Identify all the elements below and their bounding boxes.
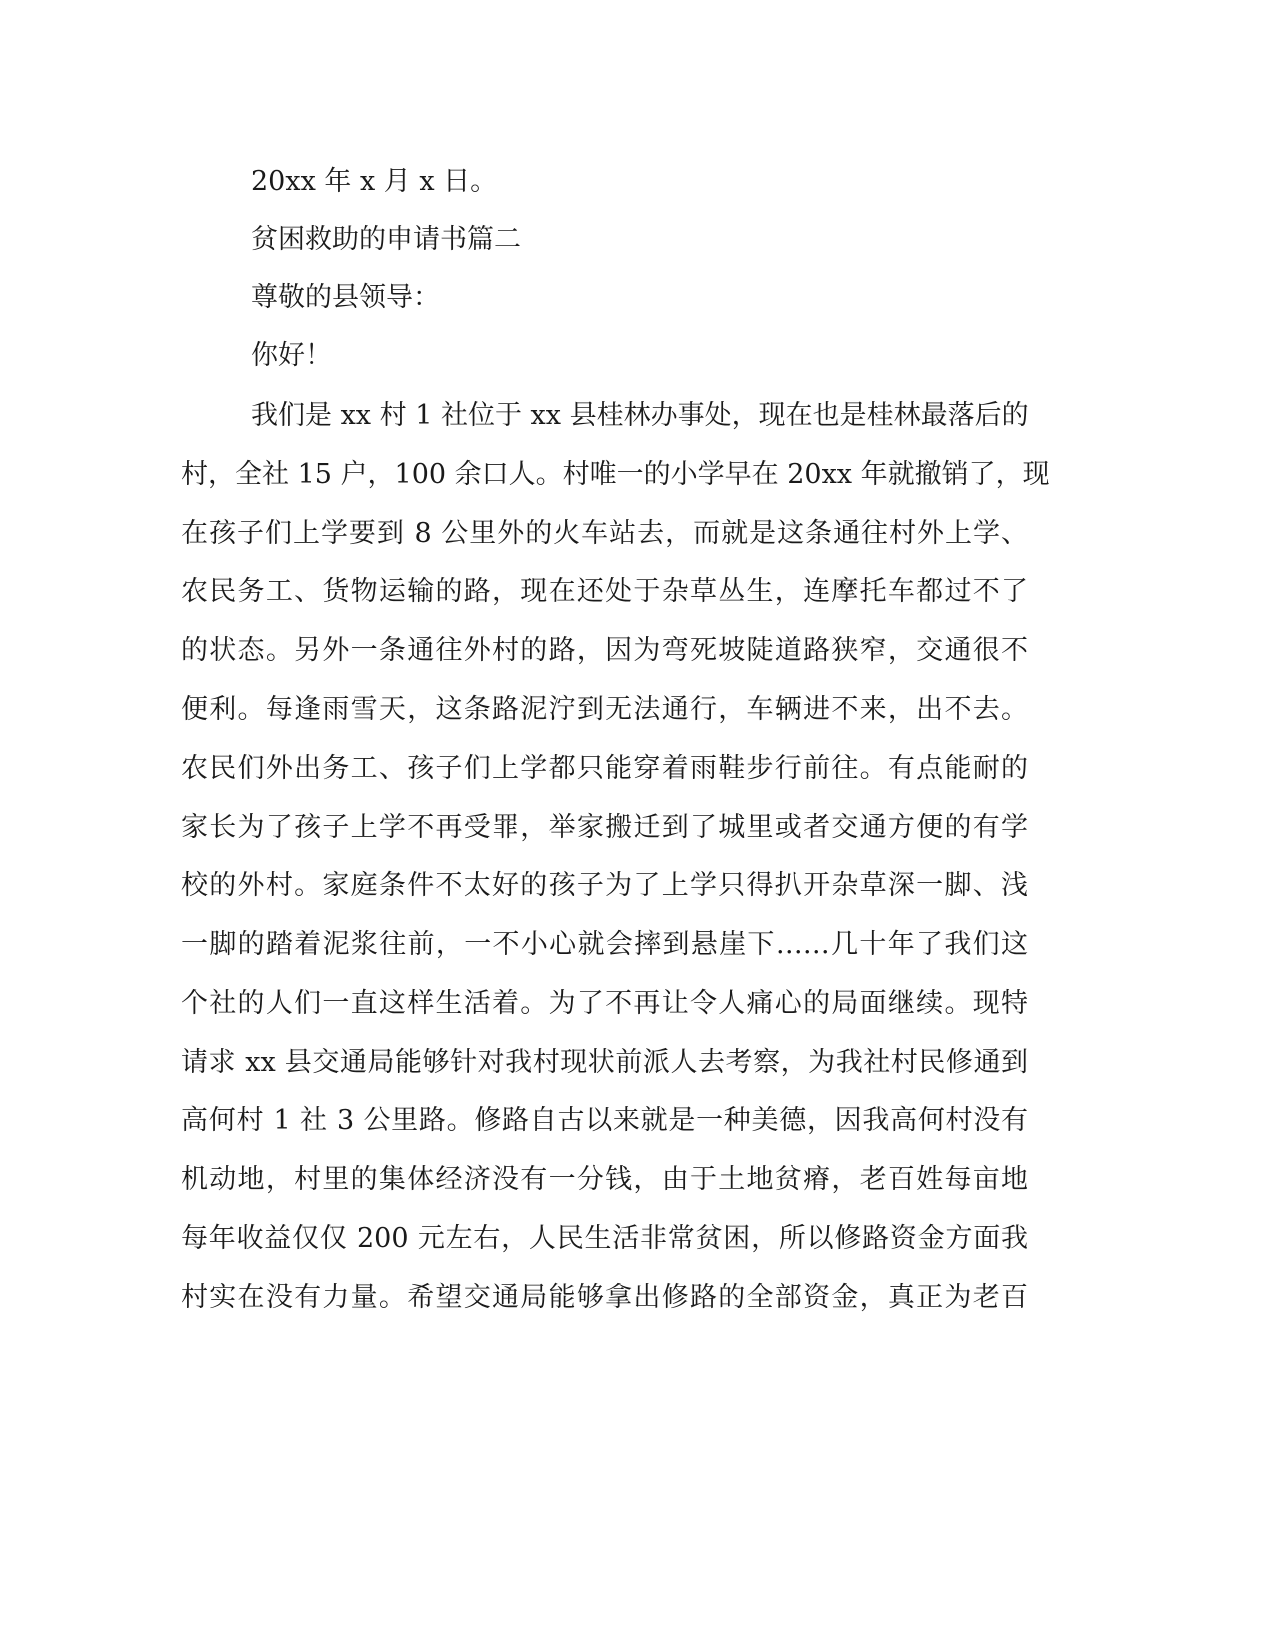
- body-line: 我们是 xx 村 1 社位于 xx 县桂林办事处，现在也是桂林最落后的: [251, 400, 1029, 431]
- body-line: 村，全社 15 户，100 余口人。村唯一的小学早在 20xx 年就撤销了，现: [181, 459, 1050, 490]
- body-line: 的状态。另外一条通往外村的路，因为弯死坡陡道路狭窄，交通很不: [181, 635, 1028, 666]
- body-line: 在孩子们上学要到 8 公里外的火车站去，而就是这条通往村外上学、: [181, 518, 1028, 549]
- date-line: 20xx 年 x 月 x 日。: [251, 166, 498, 197]
- body-line: 村实在没有力量。希望交通局能够拿出修路的全部资金，真正为老百: [181, 1282, 1028, 1313]
- body-line: 每年收益仅仅 200 元左右，人民生活非常贫困，所以修路资金方面我: [181, 1223, 1028, 1254]
- greeting: 你好！: [251, 340, 332, 371]
- body-line: 农民们外出务工、孩子们上学都只能穿着雨鞋步行前往。有点能耐的: [181, 753, 1028, 784]
- section-title: 贫困救助的申请书篇二: [251, 224, 521, 255]
- body-line: 农民务工、货物运输的路，现在还处于杂草丛生，连摩托车都过不了: [181, 576, 1028, 607]
- body-line: 家长为了孩子上学不再受罪，举家搬迁到了城里或者交通方便的有学: [181, 812, 1028, 843]
- body-line: 个社的人们一直这样生活着。为了不再让令人痛心的局面继续。现特: [181, 988, 1028, 1019]
- body-line: 机动地，村里的集体经济没有一分钱，由于土地贫瘠，老百姓每亩地: [181, 1164, 1028, 1195]
- body-line: 请求 xx 县交通局能够针对我村现状前派人去考察，为我社村民修通到: [181, 1047, 1028, 1078]
- body-line: 便利。每逢雨雪天，这条路泥泞到无法通行，车辆进不来，出不去。: [181, 694, 1028, 725]
- body-line: 一脚的踏着泥浆往前，一不小心就会摔到悬崖下……几十年了我们这: [181, 929, 1028, 960]
- salutation: 尊敬的县领导：: [251, 282, 440, 313]
- body-line: 高何村 1 社 3 公里路。修路自古以来就是一种美德，因我高何村没有: [181, 1105, 1028, 1136]
- body-line: 校的外村。家庭条件不太好的孩子为了上学只得扒开杂草深一脚、浅: [181, 870, 1028, 901]
